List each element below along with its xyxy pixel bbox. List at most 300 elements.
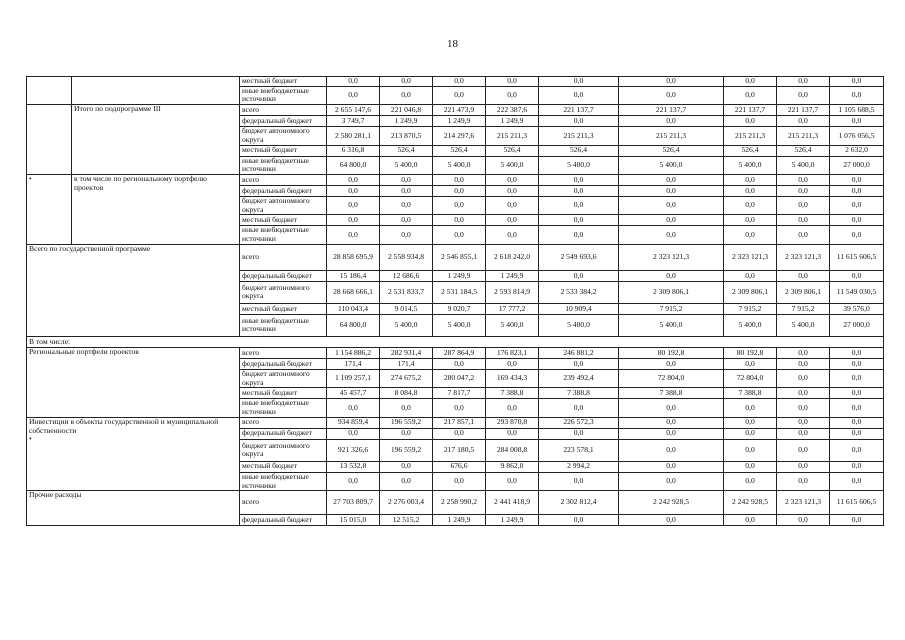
amount-cell: 0,0 xyxy=(777,428,830,439)
amount-cell: 221 046,8 xyxy=(380,105,433,116)
table-row xyxy=(27,336,884,347)
funding-source: местный бюджет xyxy=(240,215,327,226)
amount-cell: 0,0 xyxy=(619,417,724,428)
amount-cell: 0,0 xyxy=(724,175,777,186)
amount-cell: 0,0 xyxy=(327,175,380,186)
amount-cell: 282 931,4 xyxy=(380,347,433,358)
amount-cell: 2 242 928,5 xyxy=(724,491,777,515)
amount-cell: 0,0 xyxy=(830,515,884,526)
amount-cell: 0,0 xyxy=(433,175,486,186)
amount-cell: 176 823,1 xyxy=(486,347,539,358)
amount-cell: 8 084,8 xyxy=(380,388,433,399)
amount-cell: 214 297,6 xyxy=(433,127,486,145)
funding-source: местный бюджет xyxy=(240,461,327,472)
amount-cell: 2 618 242,0 xyxy=(486,244,539,270)
amount-cell: 1 249,9 xyxy=(433,515,486,526)
amount-cell: 0,0 xyxy=(777,369,830,387)
amount-cell: 5 400,0 xyxy=(724,314,777,336)
amount-cell: 0,0 xyxy=(777,515,830,526)
amount-cell: 5 400,0 xyxy=(619,314,724,336)
amount-cell: 0,0 xyxy=(724,270,777,281)
amount-cell: 0,0 xyxy=(486,215,539,226)
amount-cell: 0,0 xyxy=(830,175,884,186)
amount-cell: 2 323 121,3 xyxy=(724,244,777,270)
amount-cell: 5 400,0 xyxy=(777,156,830,174)
amount-cell: 39 576,0 xyxy=(830,303,884,314)
amount-cell: 0,0 xyxy=(830,116,884,127)
amount-cell: 0,0 xyxy=(830,347,884,358)
amount-cell: 0,0 xyxy=(380,215,433,226)
amount-cell: 287 864,9 xyxy=(433,347,486,358)
amount-cell: 0,0 xyxy=(830,226,884,244)
amount-cell: 2 302 812,4 xyxy=(539,491,619,515)
amount-cell: 7 915,2 xyxy=(724,303,777,314)
amount-cell: 0,0 xyxy=(724,226,777,244)
amount-cell: 15 186,4 xyxy=(327,270,380,281)
amount-cell: 526,4 xyxy=(380,145,433,156)
amount-cell: 2 533 384,2 xyxy=(539,281,619,303)
amount-cell: 0,0 xyxy=(777,86,830,104)
amount-cell: 0,0 xyxy=(380,186,433,197)
amount-cell: 217 857,1 xyxy=(433,417,486,428)
funding-source: всего xyxy=(240,105,327,116)
amount-cell: 0,0 xyxy=(539,175,619,186)
amount-cell: 5 400,0 xyxy=(539,156,619,174)
amount-cell: 0,0 xyxy=(830,215,884,226)
amount-cell: 0,0 xyxy=(724,428,777,439)
amount-cell: 0,0 xyxy=(539,472,619,490)
amount-cell: 0,0 xyxy=(619,515,724,526)
amount-cell: 1 249,9 xyxy=(433,116,486,127)
amount-cell: 169 434,3 xyxy=(486,369,539,387)
amount-cell: 0,0 xyxy=(619,428,724,439)
amount-cell: 0,0 xyxy=(830,86,884,104)
amount-cell: 2 276 003,4 xyxy=(380,491,433,515)
amount-cell: 0,0 xyxy=(327,86,380,104)
amount-cell: 0,0 xyxy=(539,215,619,226)
amount-cell: 0,0 xyxy=(327,226,380,244)
amount-cell: 64 800,0 xyxy=(327,314,380,336)
amount-cell: 0,0 xyxy=(830,417,884,428)
funding-source: местный бюджет xyxy=(240,77,327,87)
section-label: В том числе: xyxy=(27,336,884,347)
amount-cell: 0,0 xyxy=(486,358,539,369)
amount-cell: 1 249,9 xyxy=(380,116,433,127)
amount-cell: 196 559,2 xyxy=(380,417,433,428)
table-row xyxy=(27,105,884,116)
amount-cell: 5 400,0 xyxy=(724,156,777,174)
amount-cell: 0,0 xyxy=(619,226,724,244)
amount-cell: 0,0 xyxy=(777,399,830,417)
amount-cell: 11 615 606,5 xyxy=(830,491,884,515)
program-name: Региональные портфели проектов xyxy=(27,347,240,417)
amount-cell: 0,0 xyxy=(830,388,884,399)
amount-cell: 0,0 xyxy=(539,428,619,439)
program-name: Прочие расходы xyxy=(27,491,240,526)
amount-cell: 0,0 xyxy=(777,270,830,281)
amount-cell: 0,0 xyxy=(380,77,433,87)
amount-cell: 0,0 xyxy=(777,226,830,244)
funding-source: всего xyxy=(240,244,327,270)
amount-cell: 0,0 xyxy=(619,86,724,104)
amount-cell: 0,0 xyxy=(777,388,830,399)
amount-cell: 5 400,0 xyxy=(486,156,539,174)
amount-cell: 1 249,9 xyxy=(486,270,539,281)
amount-cell: 28 858 695,9 xyxy=(327,244,380,270)
amount-cell: 0,0 xyxy=(619,472,724,490)
amount-cell: 5 400,0 xyxy=(619,156,724,174)
amount-cell: 27 000,0 xyxy=(830,156,884,174)
amount-cell: 2 994,2 xyxy=(539,461,619,472)
amount-cell: 1 076 056,5 xyxy=(830,127,884,145)
funding-source: иные внебюджетные источники xyxy=(240,156,327,174)
amount-cell: 0,0 xyxy=(619,215,724,226)
amount-cell: 274 675,2 xyxy=(380,369,433,387)
amount-cell: 2 580 281,1 xyxy=(327,127,380,145)
funding-source: федеральный бюджет xyxy=(240,428,327,439)
amount-cell: 0,0 xyxy=(619,358,724,369)
amount-cell: 223 578,1 xyxy=(539,439,619,461)
amount-cell: 2 655 147,6 xyxy=(327,105,380,116)
amount-cell: 0,0 xyxy=(433,399,486,417)
amount-cell: 7 915,2 xyxy=(777,303,830,314)
amount-cell: 0,0 xyxy=(777,215,830,226)
funding-source: бюджет автономного округа xyxy=(240,439,327,461)
amount-cell: 0,0 xyxy=(777,461,830,472)
funding-source: бюджет автономного округа xyxy=(240,281,327,303)
amount-cell: 526,4 xyxy=(433,145,486,156)
amount-cell: 934 859,4 xyxy=(327,417,380,428)
amount-cell: 6 316,8 xyxy=(327,145,380,156)
amount-cell: 0,0 xyxy=(619,399,724,417)
program-name: в том числе по региональному портфелю проектов xyxy=(72,175,240,245)
amount-cell: 0,0 xyxy=(486,175,539,186)
amount-cell: 0,0 xyxy=(619,77,724,87)
amount-cell: 0,0 xyxy=(433,197,486,215)
amount-cell: 221 137,7 xyxy=(724,105,777,116)
amount-cell: 1 154 886,2 xyxy=(327,347,380,358)
amount-cell: 0,0 xyxy=(539,186,619,197)
amount-cell: 5 400,0 xyxy=(539,314,619,336)
amount-cell: 0,0 xyxy=(433,86,486,104)
amount-cell: 0,0 xyxy=(619,175,724,186)
amount-cell: 7 388,8 xyxy=(724,388,777,399)
amount-cell: 0,0 xyxy=(380,399,433,417)
amount-cell: 676,6 xyxy=(433,461,486,472)
amount-cell: 12 515,2 xyxy=(380,515,433,526)
amount-cell: 284 008,8 xyxy=(486,439,539,461)
amount-cell: 0,0 xyxy=(724,77,777,87)
funding-source: федеральный бюджет xyxy=(240,358,327,369)
amount-cell: 7 817,7 xyxy=(433,388,486,399)
funding-source: федеральный бюджет xyxy=(240,186,327,197)
amount-cell: 7 388,8 xyxy=(539,388,619,399)
program-name: Итого по подпрограмме III xyxy=(72,105,240,175)
amount-cell: 0,0 xyxy=(380,428,433,439)
amount-cell: 110 043,4 xyxy=(327,303,380,314)
amount-cell: 15 015,0 xyxy=(327,515,380,526)
funding-source: местный бюджет xyxy=(240,145,327,156)
amount-cell: 0,0 xyxy=(433,215,486,226)
funding-source: всего xyxy=(240,417,327,428)
amount-cell: 2 309 806,1 xyxy=(619,281,724,303)
amount-cell: 0,0 xyxy=(486,77,539,87)
amount-cell: 2 531 184,5 xyxy=(433,281,486,303)
amount-cell: 0,0 xyxy=(539,197,619,215)
amount-cell: 217 180,5 xyxy=(433,439,486,461)
amount-cell: 215 211,3 xyxy=(539,127,619,145)
table-row xyxy=(27,77,884,87)
funding-source: бюджет автономного округа xyxy=(240,127,327,145)
amount-cell: 171,4 xyxy=(380,358,433,369)
amount-cell: 0,0 xyxy=(830,439,884,461)
amount-cell: 2 531 833,7 xyxy=(380,281,433,303)
amount-cell: 0,0 xyxy=(539,116,619,127)
funding-source: иные внебюджетные источники xyxy=(240,472,327,490)
amount-cell: 7 915,2 xyxy=(619,303,724,314)
amount-cell: 5 400,0 xyxy=(486,314,539,336)
amount-cell: 9 862,0 xyxy=(486,461,539,472)
amount-cell: 0,0 xyxy=(433,472,486,490)
amount-cell: 0,0 xyxy=(619,461,724,472)
amount-cell: 27 000,0 xyxy=(830,314,884,336)
program-name: Всего по государственной программе xyxy=(27,244,240,336)
amount-cell: 0,0 xyxy=(327,428,380,439)
amount-cell: 0,0 xyxy=(327,215,380,226)
amount-cell: 0,0 xyxy=(433,77,486,87)
amount-cell: 0,0 xyxy=(777,472,830,490)
row-marker xyxy=(27,77,72,105)
amount-cell: 0,0 xyxy=(777,347,830,358)
page-number: 18 xyxy=(447,38,458,50)
amount-cell: 293 870,8 xyxy=(486,417,539,428)
amount-cell: 2 309 806,1 xyxy=(724,281,777,303)
amount-cell: 5 400,0 xyxy=(433,156,486,174)
amount-cell: 0,0 xyxy=(539,86,619,104)
funding-source: федеральный бюджет xyxy=(240,116,327,127)
amount-cell: 0,0 xyxy=(433,428,486,439)
amount-cell: 0,0 xyxy=(724,86,777,104)
amount-cell: 1 249,9 xyxy=(486,116,539,127)
amount-cell: 0,0 xyxy=(724,197,777,215)
program-name: Инвестиции в объекты государственной и муниципальной собственности • xyxy=(27,417,240,490)
amount-cell: 0,0 xyxy=(380,175,433,186)
amount-cell: 0,0 xyxy=(619,439,724,461)
amount-cell: 0,0 xyxy=(724,515,777,526)
amount-cell: 0,0 xyxy=(830,197,884,215)
amount-cell: 0,0 xyxy=(327,77,380,87)
amount-cell: 1 249,9 xyxy=(433,270,486,281)
amount-cell: 0,0 xyxy=(830,461,884,472)
amount-cell: 221 473,9 xyxy=(433,105,486,116)
amount-cell: 0,0 xyxy=(777,186,830,197)
amount-cell: 0,0 xyxy=(327,197,380,215)
amount-cell: 7 388,8 xyxy=(486,388,539,399)
amount-cell: 0,0 xyxy=(830,186,884,197)
amount-cell: 0,0 xyxy=(380,197,433,215)
funding-source: местный бюджет xyxy=(240,303,327,314)
amount-cell: 72 804,0 xyxy=(619,369,724,387)
amount-cell: 222 387,6 xyxy=(486,105,539,116)
table-row xyxy=(27,417,884,428)
amount-cell: 5 400,0 xyxy=(380,156,433,174)
amount-cell: 221 137,7 xyxy=(777,105,830,116)
amount-cell: 1 109 257,1 xyxy=(327,369,380,387)
funding-source: бюджет автономного округа xyxy=(240,197,327,215)
funding-source: иные внебюджетные источники xyxy=(240,226,327,244)
amount-cell: 0,0 xyxy=(327,186,380,197)
amount-cell: 0,0 xyxy=(724,461,777,472)
amount-cell: 0,0 xyxy=(539,399,619,417)
amount-cell: 3 749,7 xyxy=(327,116,380,127)
amount-cell: 0,0 xyxy=(433,358,486,369)
amount-cell: 2 242 928,5 xyxy=(619,491,724,515)
amount-cell: 0,0 xyxy=(433,186,486,197)
amount-cell: 0,0 xyxy=(830,369,884,387)
amount-cell: 11 615 606,5 xyxy=(830,244,884,270)
amount-cell: 10 909,4 xyxy=(539,303,619,314)
amount-cell: 2 323 121,3 xyxy=(777,244,830,270)
amount-cell: 221 137,7 xyxy=(619,105,724,116)
amount-cell: 0,0 xyxy=(724,439,777,461)
amount-cell: 215 211,3 xyxy=(619,127,724,145)
amount-cell: 246 881,2 xyxy=(539,347,619,358)
amount-cell: 0,0 xyxy=(486,197,539,215)
amount-cell: 0,0 xyxy=(830,472,884,490)
amount-cell: 526,4 xyxy=(724,145,777,156)
amount-cell: 17 777,2 xyxy=(486,303,539,314)
amount-cell: 80 192,8 xyxy=(619,347,724,358)
amount-cell: 1 249,9 xyxy=(486,515,539,526)
amount-cell: 0,0 xyxy=(724,358,777,369)
amount-cell: 5 400,0 xyxy=(380,314,433,336)
program-name xyxy=(72,77,240,105)
amount-cell: 0,0 xyxy=(777,175,830,186)
amount-cell: 0,0 xyxy=(830,399,884,417)
amount-cell: 27 703 809,7 xyxy=(327,491,380,515)
amount-cell: 0,0 xyxy=(486,86,539,104)
amount-cell: 2 258 990,2 xyxy=(433,491,486,515)
amount-cell: 64 800,0 xyxy=(327,156,380,174)
amount-cell: 2 558 934,8 xyxy=(380,244,433,270)
amount-cell: 0,0 xyxy=(380,86,433,104)
funding-source: всего xyxy=(240,491,327,515)
amount-cell: 0,0 xyxy=(486,428,539,439)
amount-cell: 526,4 xyxy=(777,145,830,156)
amount-cell: 0,0 xyxy=(777,77,830,87)
amount-cell: 171,4 xyxy=(327,358,380,369)
amount-cell: 0,0 xyxy=(724,472,777,490)
funding-source: иные внебюджетные источники xyxy=(240,314,327,336)
amount-cell: 0,0 xyxy=(380,461,433,472)
amount-cell: 0,0 xyxy=(724,116,777,127)
amount-cell: 0,0 xyxy=(724,186,777,197)
amount-cell: 0,0 xyxy=(486,186,539,197)
amount-cell: 2 632,0 xyxy=(830,145,884,156)
amount-cell: 1 105 688,5 xyxy=(830,105,884,116)
amount-cell: 7 388,8 xyxy=(619,388,724,399)
amount-cell: 2 546 855,1 xyxy=(433,244,486,270)
amount-cell: 28 668 666,1 xyxy=(327,281,380,303)
amount-cell: 0,0 xyxy=(724,399,777,417)
amount-cell: 0,0 xyxy=(539,515,619,526)
budget-table xyxy=(26,76,884,526)
amount-cell: 9 014,5 xyxy=(380,303,433,314)
amount-cell: 0,0 xyxy=(777,116,830,127)
table-row xyxy=(27,491,884,515)
amount-cell: 280 047,2 xyxy=(433,369,486,387)
amount-cell: 0,0 xyxy=(830,428,884,439)
amount-cell: 0,0 xyxy=(619,186,724,197)
amount-cell: 2 593 814,9 xyxy=(486,281,539,303)
amount-cell: 0,0 xyxy=(619,197,724,215)
amount-cell: 0,0 xyxy=(539,226,619,244)
amount-cell: 213 870,5 xyxy=(380,127,433,145)
amount-cell: 0,0 xyxy=(619,116,724,127)
amount-cell: 239 492,4 xyxy=(539,369,619,387)
amount-cell: 196 559,2 xyxy=(380,439,433,461)
amount-cell: 2 323 121,3 xyxy=(777,491,830,515)
amount-cell: 2 309 806,1 xyxy=(777,281,830,303)
amount-cell: 221 137,7 xyxy=(539,105,619,116)
table-row xyxy=(27,347,884,358)
amount-cell: 0,0 xyxy=(777,197,830,215)
amount-cell: 226 572,3 xyxy=(539,417,619,428)
funding-source: иные внебюджетные источники xyxy=(240,399,327,417)
funding-source: местный бюджет xyxy=(240,388,327,399)
amount-cell: 0,0 xyxy=(724,215,777,226)
amount-cell: 0,0 xyxy=(830,77,884,87)
amount-cell: 0,0 xyxy=(433,226,486,244)
amount-cell: 80 192,8 xyxy=(724,347,777,358)
amount-cell: 526,4 xyxy=(539,145,619,156)
amount-cell: 0,0 xyxy=(486,399,539,417)
row-marker xyxy=(27,105,72,175)
amount-cell: 5 400,0 xyxy=(777,314,830,336)
amount-cell: 0,0 xyxy=(777,439,830,461)
funding-source: бюджет автономного округа xyxy=(240,369,327,387)
row-marker: • xyxy=(27,175,72,245)
funding-source: федеральный бюджет xyxy=(240,270,327,281)
amount-cell: 0,0 xyxy=(777,417,830,428)
amount-cell: 0,0 xyxy=(380,472,433,490)
amount-cell: 0,0 xyxy=(539,77,619,87)
amount-cell: 0,0 xyxy=(830,270,884,281)
amount-cell: 11 549 030,5 xyxy=(830,281,884,303)
amount-cell: 0,0 xyxy=(486,226,539,244)
amount-cell: 0,0 xyxy=(539,270,619,281)
amount-cell: 72 804,0 xyxy=(724,369,777,387)
amount-cell: 5 400,0 xyxy=(433,314,486,336)
amount-cell: 215 211,3 xyxy=(486,127,539,145)
amount-cell: 215 211,3 xyxy=(724,127,777,145)
amount-cell: 2 323 121,3 xyxy=(619,244,724,270)
funding-source: иные внебюджетные источники xyxy=(240,86,327,104)
amount-cell: 0,0 xyxy=(777,358,830,369)
amount-cell: 2 549 693,6 xyxy=(539,244,619,270)
funding-source: федеральный бюджет xyxy=(240,515,327,526)
amount-cell: 45 457,7 xyxy=(327,388,380,399)
amount-cell: 0,0 xyxy=(486,472,539,490)
funding-source: всего xyxy=(240,175,327,186)
amount-cell: 9 020,7 xyxy=(433,303,486,314)
amount-cell: 0,0 xyxy=(830,358,884,369)
amount-cell: 0,0 xyxy=(539,358,619,369)
amount-cell: 0,0 xyxy=(327,472,380,490)
amount-cell: 0,0 xyxy=(724,417,777,428)
amount-cell: 921 326,6 xyxy=(327,439,380,461)
amount-cell: 0,0 xyxy=(380,226,433,244)
